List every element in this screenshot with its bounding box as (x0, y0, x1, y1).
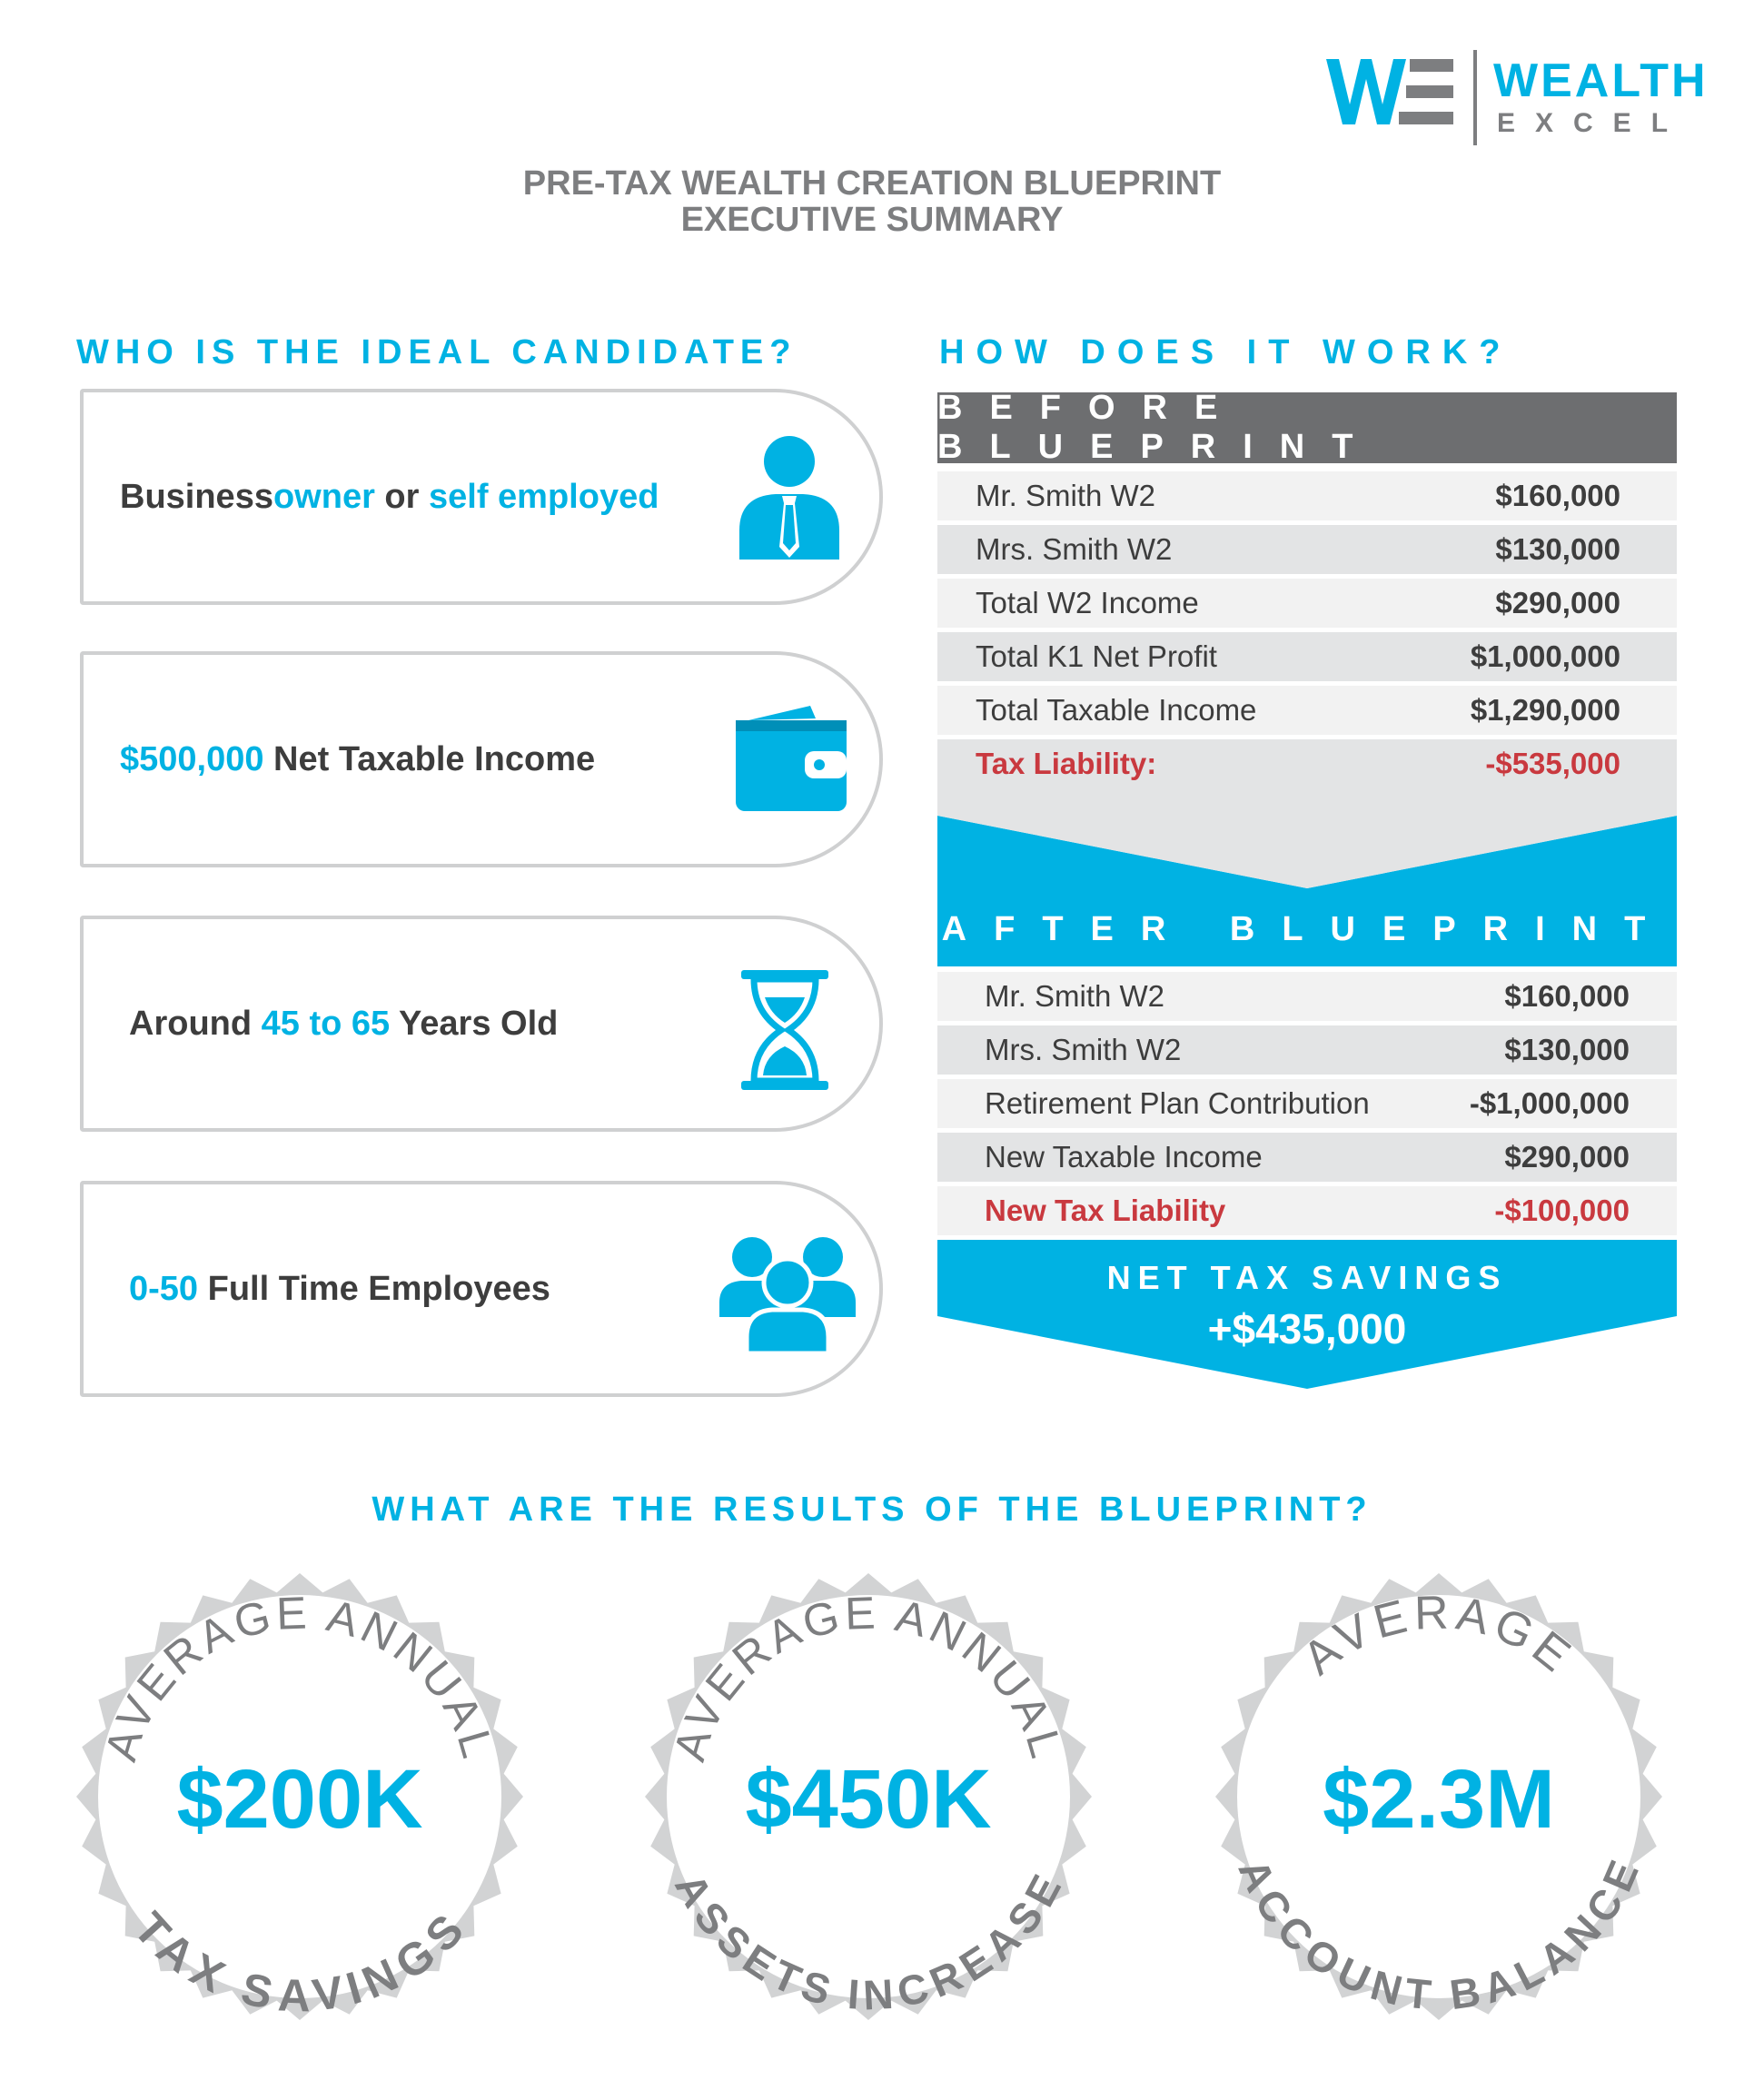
page-subtitle: EXECUTIVE SUMMARY (680, 201, 1064, 239)
table-row: New Taxable Income $290,000 (937, 1133, 1677, 1182)
table-row: Mrs. Smith W2 $130,000 (937, 1025, 1677, 1075)
badge-top-label: AVERAGE ANNUAL (94, 1587, 505, 1767)
logo-word-excel: EXCEL (1497, 108, 1689, 138)
candidate-card-text: Around 45 to 65 Years Old (129, 1004, 559, 1043)
team-icon (719, 1235, 856, 1353)
table-row: Total W2 Income $290,000 (937, 579, 1677, 628)
net-savings-title: NET TAX SAVINGS (1106, 1259, 1508, 1296)
candidate-card-employees (80, 1181, 883, 1397)
logo-divider (1473, 50, 1477, 145)
we-logo-mark-icon (1326, 59, 1453, 124)
badge-top-label: AVERAGE ANNUAL (663, 1587, 1074, 1767)
candidate-card-age (80, 916, 883, 1132)
badge-bottom-label: TAX SAVINGS (124, 1902, 476, 2022)
wallet-icon (736, 704, 847, 811)
candidate-card-business-owner (80, 389, 883, 605)
brand-logo (1326, 50, 1709, 150)
table-row: Retirement Plan Contribution -$1,000,000 (937, 1079, 1677, 1128)
badge-value: $200K (176, 1753, 423, 1846)
candidate-card-income (80, 651, 883, 867)
before-table-header: BEFORE BLUEPRINT (937, 392, 1677, 463)
candidate-card-text: 0-50 Full Time Employees (129, 1269, 550, 1308)
page-title: PRE-TAX WEALTH CREATION BLUEPRINT (522, 164, 1222, 203)
table-row: Mr. Smith W2 $160,000 (937, 471, 1677, 520)
badge-assets-increase (645, 1573, 1092, 2020)
badge-bottom-label: ASSETS INCREASE (666, 1865, 1071, 2019)
candidate-heading: WHO IS THE IDEAL CANDIDATE? (76, 333, 798, 371)
table-row: Mrs. Smith W2 $130,000 (937, 525, 1677, 574)
how-heading: HOW DOES IT WORK? (939, 333, 1512, 371)
tax-liability-row: Tax Liability: -$535,000 (937, 739, 1677, 788)
badge-bottom-label: ACCOUNT BALANCE (1229, 1851, 1649, 2018)
badge-value: $450K (745, 1753, 992, 1846)
candidate-card-text: $500,000 Net Taxable Income (120, 739, 596, 778)
badge-account-balance (1215, 1573, 1662, 2020)
logo-word-wealth: WEALTH (1493, 54, 1709, 107)
badge-tax-savings (76, 1573, 523, 2021)
candidate-card-text: Business owner or self employed (120, 477, 659, 516)
table-row: Mr. Smith W2 $160,000 (937, 972, 1677, 1021)
badge-top-label: AVERAGE (1293, 1586, 1584, 1686)
results-heading: WHAT ARE THE RESULTS OF THE BLUEPRINT? (372, 1491, 1372, 1529)
results-badges (0, 1562, 1744, 2035)
table-row: Total K1 Net Profit $1,000,000 (937, 632, 1677, 681)
badge-value: $2.3M (1323, 1753, 1555, 1846)
after-table-header: AFTER BLUEPRINT (941, 909, 1673, 948)
table-row: Total Taxable Income $1,290,000 (937, 686, 1677, 735)
businessman-icon (739, 436, 839, 560)
new-tax-liability-row: New Tax Liability -$100,000 (937, 1186, 1677, 1235)
hourglass-icon (741, 970, 828, 1090)
net-savings-value: +$435,000 (1207, 1305, 1407, 1352)
